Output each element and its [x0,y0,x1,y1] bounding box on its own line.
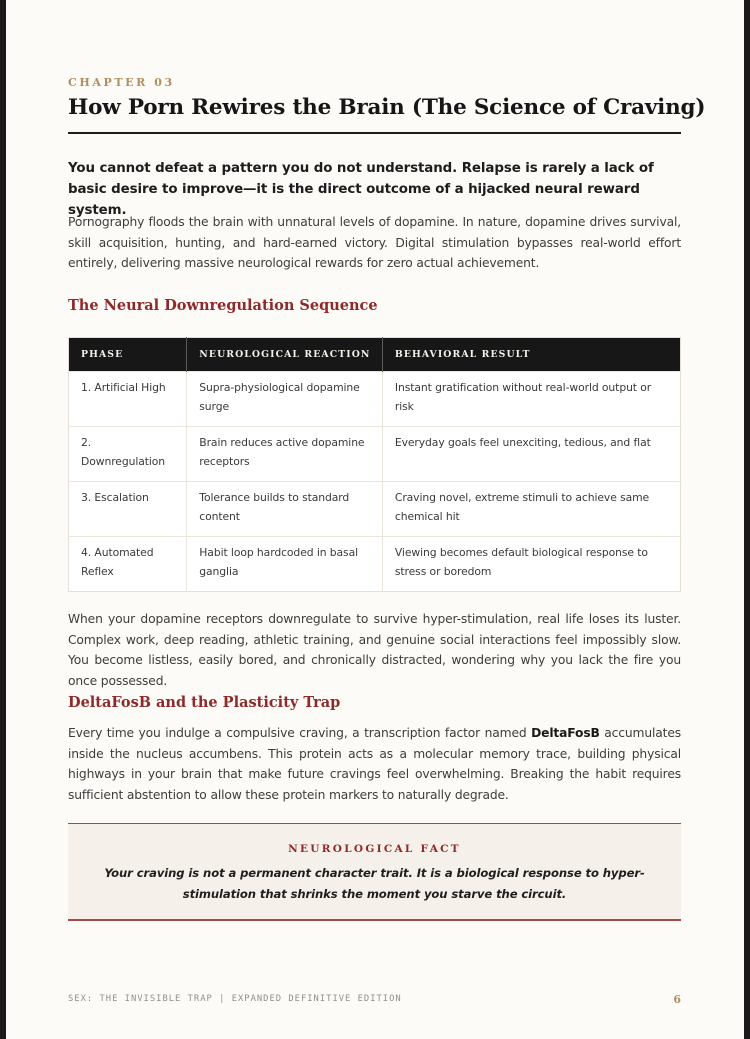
table-header-row [69,338,681,372]
deltafosb-text-before: Every time you indulge a compulsive craving, a transcription factor named [68,726,532,740]
chapter-title: How Porn Rewires the Brain (The Science of Craving) [68,95,706,120]
table-cell-result: Everyday goals feel unexciting, tedious, and flat [382,427,680,482]
table-cell-phase: 1. Artificial High [69,372,187,427]
document-page [6,0,744,1039]
table-cell-result: Viewing becomes default biological response to stress or boredom [382,537,680,592]
section-heading-deltafosb: DeltaFosB and the Plasticity Trap [68,694,341,711]
table-header-reaction: NEUROLOGICAL REACTION [187,338,383,372]
table-cell-phase: 3. Escalation [69,482,187,537]
chapter-label: CHAPTER 03 [68,76,175,89]
table-header-phase: PHASE [69,338,187,372]
table-cell-phase: 4. Automated Reflex [69,537,187,592]
table-cell-phase: 2. Downregulation [69,427,187,482]
table-row [69,482,681,537]
table-cell-result: Craving novel, extreme stimuli to achieve same chemical hit [382,482,680,537]
table-cell-reaction: Supra-physiological dopamine surge [187,372,383,427]
table-cell-reaction: Brain reduces active dopamine receptors [187,427,383,482]
callout-text: Your craving is not a permanent character trait. It is a biological response to hyper-stimulation that shrinks the moment you starve the circuit. [104,866,645,901]
deltafosb-paragraph [68,723,681,805]
after-table-paragraph: When your dopamine receptors downregulate to survive hyper-stimulation, real life loses its luster. Complex work, deep reading, athletic training, and genuine social interactions feel impossibly slow. You become listless, easily bored, and chronically distracted, wondering why you lack the fire you once possessed. [68,612,681,688]
table-row [69,537,681,592]
table-cell-reaction: Habit loop hardcoded in basal ganglia [187,537,383,592]
section-heading-downregulation: The Neural Downregulation Sequence [68,297,378,314]
footer-book-title: SEX: THE INVISIBLE TRAP | EXPANDED DEFINITIVE EDITION [68,994,402,1004]
callout-label: NEUROLOGICAL FACT [288,843,461,855]
title-divider [68,132,681,134]
table-cell-result: Instant gratification without real-world output or risk [382,372,680,427]
deltafosb-text-after: accumulates inside the nucleus accumbens. This protein acts as a molecular memory trace, building physical highways in your brain that make future cravings feel overwhelming. Breaking the habit requires sufficient abstention to allow these protein markers to naturally degrade. [68,726,681,802]
table-row [69,372,681,427]
table-header-result: BEHAVIORAL RESULT [382,338,680,372]
lead-paragraph: You cannot defeat a pattern you do not understand. Relapse is rarely a lack of basic desire to improve—it is the direct outcome of a hijacked neural reward system. [68,161,654,218]
neurological-fact-callout [68,823,681,921]
deltafosb-keyword: DeltaFosB [531,726,600,740]
downregulation-table [68,337,681,592]
intro-paragraph: Pornography floods the brain with unnatural levels of dopamine. In nature, dopamine drives survival, skill acquisition, hunting, and hard-earned victory. Digital stimulation bypasses real-world effort entirely, delivering massive neurological rewards for zero actual achievement. [68,215,681,270]
table-cell-reaction: Tolerance builds to standard content [187,482,383,537]
table-row [69,427,681,482]
footer-page-number: 6 [673,993,681,1006]
